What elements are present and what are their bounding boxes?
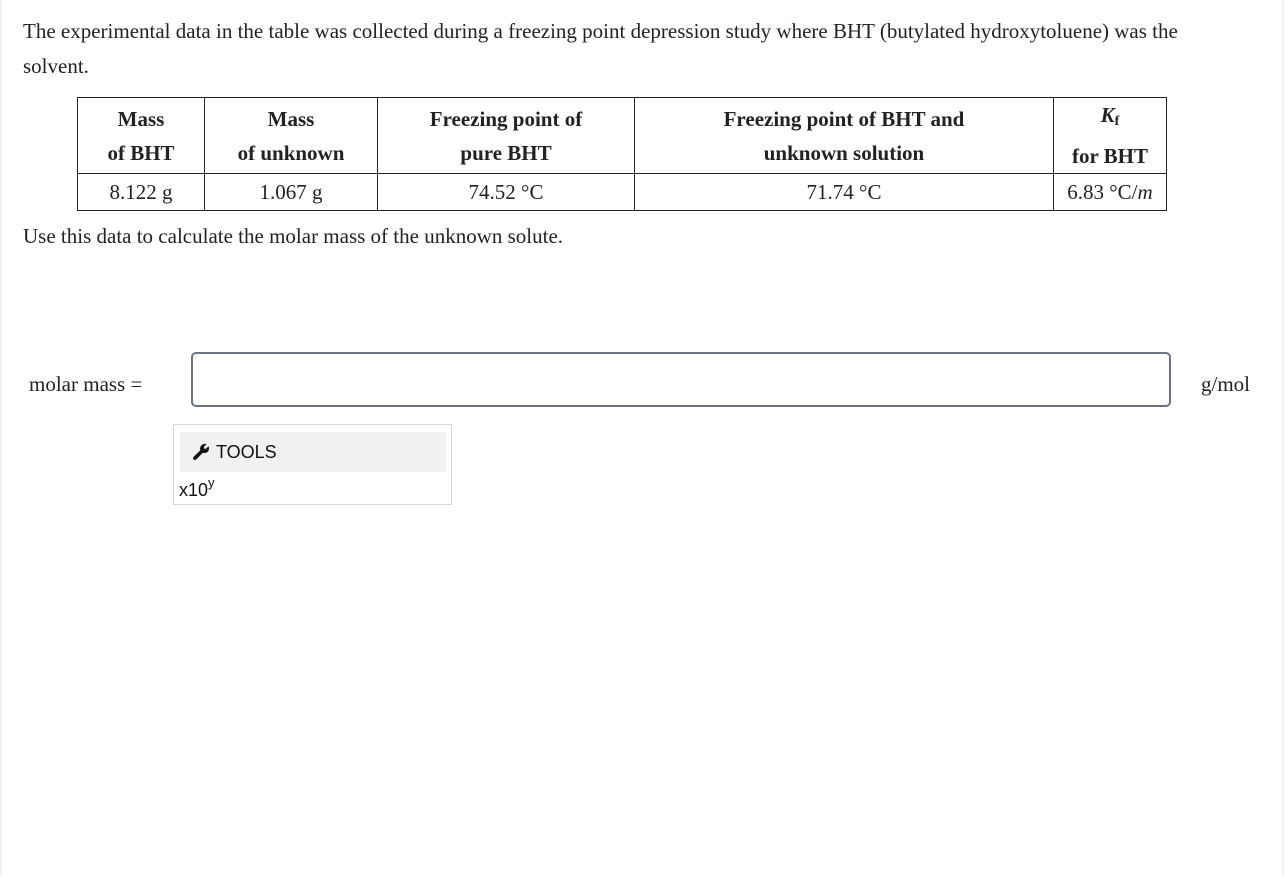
header-fp-pure: [378, 98, 635, 174]
question-intro: The experimental data in the table was collected during a freezing point depression study where BHT (butylated hydroxytoluene) was the solvent.: [23, 19, 1178, 78]
cell-fp-solution: 71.74 °C: [635, 174, 1054, 211]
kf-unit-molality: m: [1137, 180, 1153, 204]
kf-value: 6.83 °C/: [1067, 180, 1138, 204]
data-table: [77, 97, 1167, 211]
tools-panel: [173, 424, 452, 505]
header-line: Freezing point of: [429, 106, 583, 131]
tools-button[interactable]: [180, 432, 446, 472]
header-kf: [1054, 98, 1167, 174]
header-line: for BHT: [1071, 144, 1149, 168]
table-header-row: [78, 98, 1167, 174]
header-line: of BHT: [107, 140, 175, 165]
header-line: unknown solution: [763, 140, 925, 165]
cell-kf: [1054, 174, 1167, 211]
kf-symbol: K: [1100, 103, 1115, 127]
answer-unit: g/mol: [1201, 372, 1251, 396]
cell-mass-bht: 8.122 g: [78, 174, 205, 211]
header-line: pure BHT: [460, 140, 552, 165]
sci-exponent: y: [208, 475, 215, 490]
cell-fp-pure: 74.52 °C: [378, 174, 635, 211]
header-line: Mass: [267, 106, 315, 131]
header-mass-unknown: [205, 98, 378, 174]
cell-mass-unknown: 1.067 g: [205, 174, 378, 211]
header-line: of unknown: [237, 140, 345, 165]
header-fp-solution: [635, 98, 1054, 174]
header-line: Freezing point of BHT and: [723, 106, 965, 131]
molar-mass-input[interactable]: [191, 352, 1171, 407]
scientific-notation-button[interactable]: [179, 475, 215, 501]
answer-label: molar mass =: [29, 372, 143, 396]
header-mass-bht: [78, 98, 205, 174]
wrench-icon: [192, 443, 210, 461]
table-row: [78, 174, 1167, 211]
question-prompt: Use this data to calculate the molar mass of the unknown solute.: [23, 224, 564, 248]
sci-base: x10: [179, 480, 209, 500]
kf-subscript: f: [1114, 114, 1120, 129]
header-line: Mass: [117, 106, 165, 131]
tools-label: TOOLS: [216, 441, 277, 462]
